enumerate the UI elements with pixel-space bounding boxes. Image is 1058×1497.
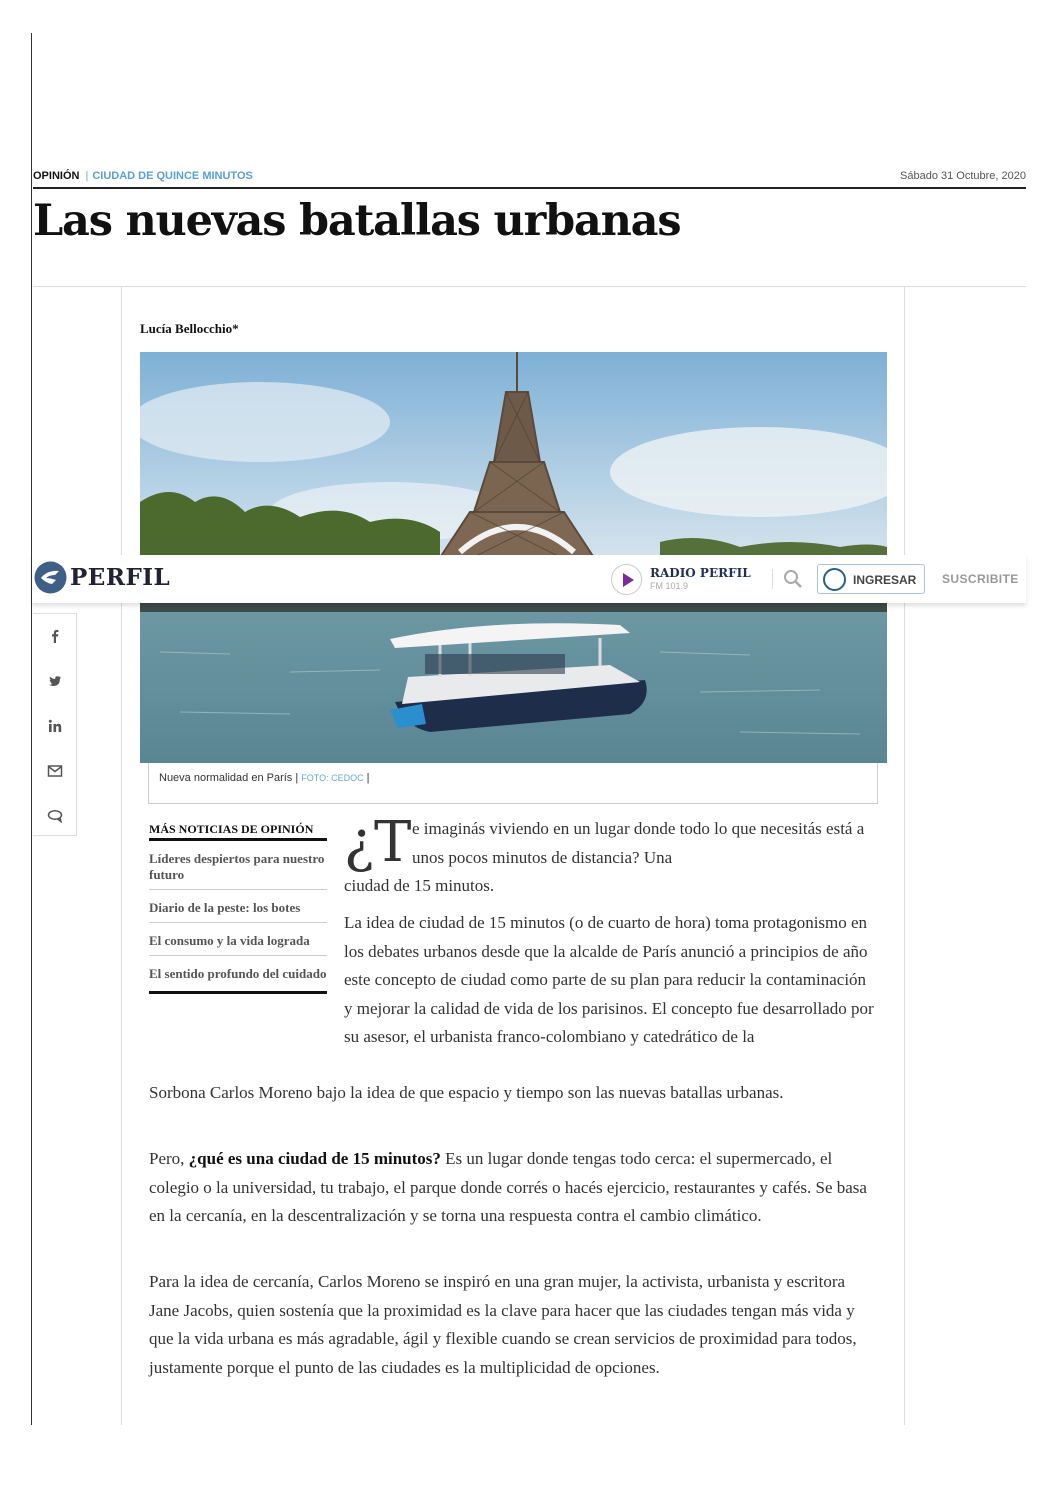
publish-date: Sábado 31 Octubre, 2020 [900, 170, 1026, 182]
linkedin-icon[interactable] [45, 716, 65, 736]
subsection-link[interactable]: CIUDAD DE QUINCE MINUTOS [92, 170, 253, 182]
related-item[interactable]: Diario de la peste: los botes [149, 890, 327, 923]
p3-bold-question: ¿qué es una ciudad de 15 minutos? [188, 1149, 441, 1168]
paragraph-3 [149, 1145, 874, 1231]
related-heading: MÁS NOTICIAS DE OPINIÓN [149, 822, 327, 841]
play-icon[interactable] [611, 564, 642, 595]
photo-caption: Nueva normalidad en París | FOTO: CEDOC | [148, 763, 878, 804]
comment-icon[interactable] [45, 806, 65, 826]
login-button[interactable] [817, 564, 925, 594]
column-rule-right [904, 287, 905, 1425]
related-news [149, 822, 327, 994]
navbar-separator [772, 569, 773, 589]
share-bar [33, 613, 77, 836]
login-label: INGRESAR [853, 573, 917, 587]
radio-perfil-player[interactable] [611, 563, 761, 595]
photo-credit: FOTO: CEDOC [301, 773, 364, 783]
kicker-rule [33, 187, 1026, 189]
paragraph-4: Para la idea de cercanía, Carlos Moreno se inspiró en una gran mujer, la activista, urbanista y escritora Jane Jacobs, quien sostenía que la proximidad es la clave para hacer que las ciudades tengan más vida y que la vida urbana es más agradable, ágil y flexible cuando se crean servicios de proximidad para todos, justamente porque el punto de las ciudades es la multiplicidad de opciones. [149, 1272, 857, 1377]
subscribe-link[interactable]: SUSCRIBITE [942, 572, 1019, 586]
related-item[interactable]: Líderes despiertos para nuestro futuro [149, 841, 327, 890]
p3-rest: Es un lugar donde tengas todo cerca: el supermercado, el colegio o la universidad, tu trabajo, el parque donde corrés o hacés ejercicio, restaurantes y cafés. Se basa en la cercanía, en la descentralización y se torna una respuesta contra el cambio climático. [149, 1149, 867, 1225]
article-divider [33, 286, 1026, 287]
page-title: Las nuevas batallas urbanas [33, 196, 681, 246]
user-ring-icon [823, 568, 846, 591]
column-rule-left [121, 287, 122, 1425]
radio-name: RADIO PERFIL [650, 566, 751, 580]
paragraph-1-end: ciudad de 15 minutos. [344, 876, 495, 895]
caption-text: Nueva normalidad en París [159, 772, 293, 784]
sticky-navbar [32, 555, 1026, 603]
article-kicker [33, 170, 1026, 188]
related-item[interactable]: El consumo y la vida lograda [149, 923, 327, 956]
related-item[interactable]: El sentido profundo del cuidado [149, 956, 327, 994]
p3-lead: Pero, [149, 1149, 189, 1168]
paragraph-2-end: Sorbona Carlos Moreno bajo la idea de que espacio y tiempo son las nuevas batallas urbanas. [149, 1083, 784, 1102]
left-page-rule [31, 33, 32, 1425]
perfil-logo-icon[interactable] [34, 561, 67, 594]
drop-cap: ¿T [344, 810, 412, 875]
twitter-icon[interactable] [45, 671, 65, 691]
search-icon[interactable] [783, 569, 803, 589]
paragraph-2: La idea de ciudad de 15 minutos (o de cuarto de hora) toma protagonismo en los debates urbanos desde que la alcalde de París anunció a principios de año este concepto de ciudad como parte de su plan para reducir la contaminación y mejorar la calidad de vida de los parisinos. El concepto fue desarrollado por su asesor, el urbanista franco-colombiano y catedrático de la [344, 913, 874, 1046]
facebook-icon[interactable] [45, 626, 65, 646]
section-link[interactable]: OPINIÓN [33, 170, 80, 182]
perfil-logo[interactable]: PERFIL [70, 564, 171, 591]
email-icon[interactable] [45, 761, 65, 781]
kicker-separator: | [85, 170, 89, 182]
author-name[interactable]: Lucía Bellocchio* [140, 321, 239, 336]
paragraph-1-opening: e imaginás viviendo en un lugar donde todo lo que necesitás está a unos pocos minutos de distancia? Una [412, 819, 865, 867]
radio-frequency: FM 101.9 [650, 581, 689, 591]
